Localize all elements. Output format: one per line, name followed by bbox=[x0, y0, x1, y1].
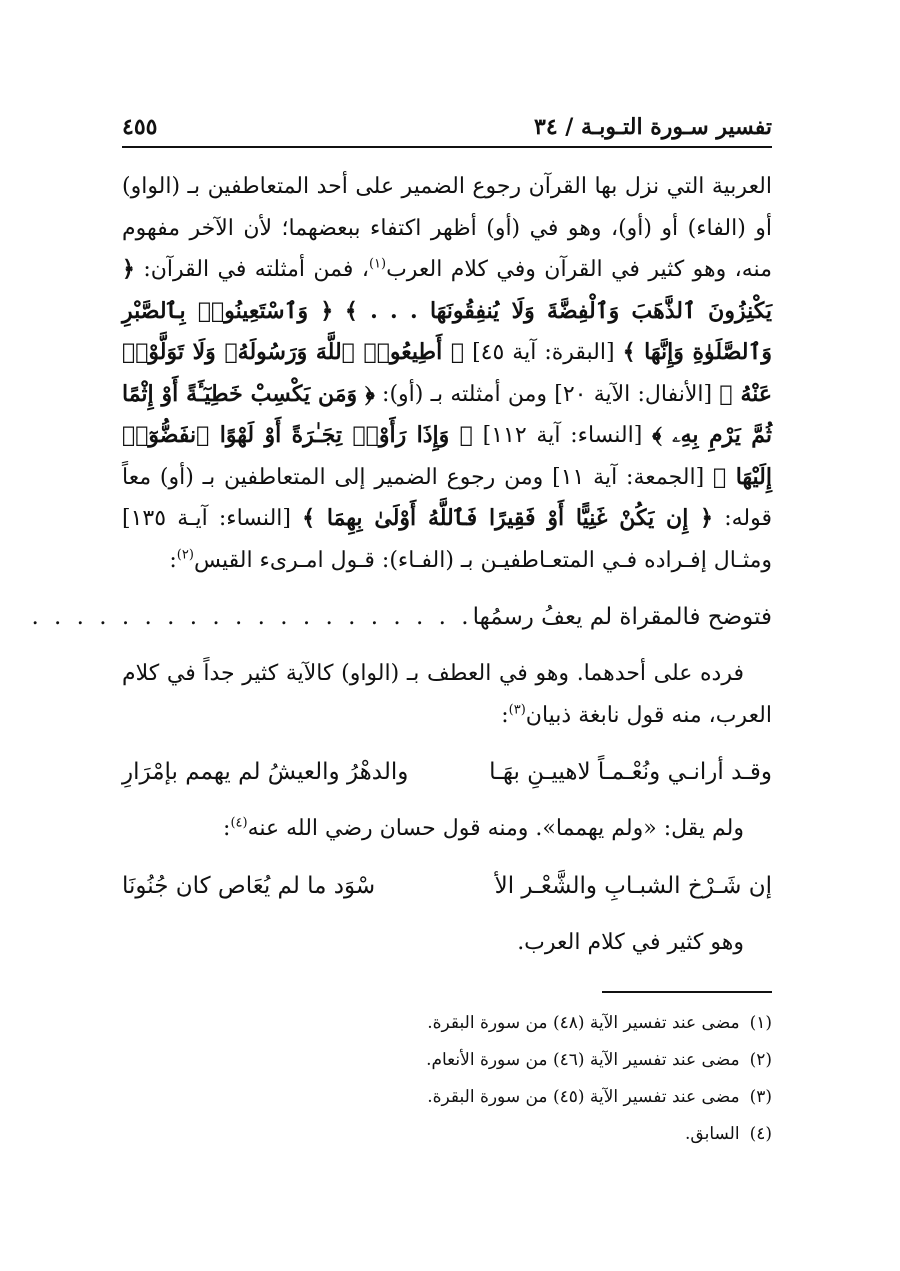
footnote-number: (٣) bbox=[749, 1087, 772, 1107]
quran-quote: ﴿ وَإِذَا رَأَوْا۟ تِجَـٰرَةً أَوْ لَهْوًا ٱنفَضُّوٓا۟ إِلَيْهَا ﴾ bbox=[122, 422, 772, 490]
book-page bbox=[31, 108, 773, 1153]
footnote-marker-1: (١) bbox=[368, 256, 387, 272]
verse-second-hemistich: والدهْرُ والعيشُ لم يهمم بإمْرَارِ bbox=[122, 759, 409, 785]
footnote-text: مضى عند تفسير الآية (٤٦) من سورة الأنعام. bbox=[426, 1050, 740, 1070]
quran-quote: ﴿ وَٱسْتَعِينُوا۟ بِٱلصَّبْرِ وَٱلصَّلَوٰةِ وَإِنَّهَا ﴾ bbox=[122, 297, 772, 365]
poetry-verse-1 bbox=[31, 595, 772, 639]
header-rule bbox=[122, 146, 772, 148]
text-run: العربية التي نزل بها القرآن رجوع الضمير على أحد المتعاطفين بـ (الواو) أو (الفاء) أو (أو)، وهو في (أو) أظهر اكتفاء ببعضهما؛ لأن الآخر مفهوم منه، وهو كثير في القرآن وفي كلام العرب bbox=[122, 174, 772, 282]
footnote-item bbox=[122, 1005, 772, 1042]
quran-quote: ﴿ يَكْنِزُونَ ٱلذَّهَبَ وَٱلْفِضَّةَ وَلَا يُنفِقُونَهَا . . . ﴾ bbox=[122, 256, 773, 324]
text-run: [النساء: آيـة ١٣٥] ومثـال إفـراده فـي المتعـاطفيـن بـ (الفـاء): قـول امـرىء القيس bbox=[122, 506, 772, 573]
footnotes bbox=[122, 1005, 772, 1153]
text-run: [الأنفال: الآية ٢٠] ومن أمثلته بـ (أو): bbox=[382, 381, 713, 407]
text-run: وهو كثير في كلام العرب. bbox=[517, 929, 744, 955]
footnote-text: مضى عند تفسير الآية (٤٨) من سورة البقرة. bbox=[427, 1013, 740, 1033]
paragraph-1 bbox=[122, 166, 772, 581]
footnote-item bbox=[122, 1079, 772, 1116]
quran-quote: ﴿ أَطِيعُوا۟ ٱللَّهَ وَرَسُولَهُۥ وَلَا تَوَلَّوْا۟ عَنْهُ ﴾ bbox=[122, 339, 772, 407]
footnote-number: (١) bbox=[749, 1013, 772, 1033]
paragraph-2 bbox=[122, 653, 772, 736]
header-title: تفسير سـورة التـوبـة / ٣٤ bbox=[534, 114, 772, 140]
verse-first-hemistich: وقـد أرانـي ونُعْـمـاً لاهييـنِ بهَـا bbox=[489, 759, 772, 785]
verse-reference: [البقرة: آية ٤٥] bbox=[472, 340, 615, 365]
page-number: ٤٥٥ bbox=[122, 114, 158, 140]
footnote-text: السابق. bbox=[685, 1124, 740, 1144]
poetry-verse-3 bbox=[122, 864, 772, 908]
text-run: : bbox=[169, 547, 177, 573]
poetry-verse-2 bbox=[122, 750, 772, 794]
text-run: فرده على أحدهما. وهو في العطف بـ (الواو) كالآية كثير جداً في كلام العرب، منه قول نابغة ذبيان bbox=[122, 661, 772, 728]
footnote-rule bbox=[602, 991, 772, 993]
verse-first-hemistich: فتوضح فالمقراة لم يعفُ رسمُها bbox=[472, 604, 772, 630]
main-text bbox=[31, 166, 773, 963]
running-header bbox=[122, 108, 772, 142]
verse-second-hemistich: . . . . . . . . . . . . . . . . . . . . bbox=[31, 604, 473, 630]
footnote-number: (٤) bbox=[749, 1124, 772, 1144]
footnote-item bbox=[122, 1042, 772, 1079]
verse-first-hemistich: إن شَـرْخ الشبـابِ والشَّعْـر الأ bbox=[494, 872, 772, 899]
footnote-number: (٢) bbox=[749, 1050, 772, 1070]
text-run: ولم يقل: «ولم يهمما». ومنه قول حسان رضي الله عنه bbox=[247, 816, 744, 841]
quran-quote: ﴿ وَمَن يَكْسِبْ خَطِيٓـَٔةً أَوْ إِثْمًا ثُمَّ يَرْمِ بِهِۦ ﴾ bbox=[122, 380, 772, 448]
footnote-text: مضى عند تفسير الآية (٤٥) من سورة البقرة. bbox=[427, 1087, 740, 1107]
footnote-marker-4: (٤) bbox=[230, 815, 248, 831]
footnote-marker-3: (٣) bbox=[508, 702, 526, 718]
paragraph-3 bbox=[122, 808, 772, 850]
verse-reference: [النساء: آية ١١٢] bbox=[482, 423, 643, 448]
text-run: : bbox=[501, 702, 509, 728]
text-run: : bbox=[223, 816, 231, 841]
paragraph-4 bbox=[122, 922, 772, 964]
text-run: ، فمن أمثلته في القرآن: bbox=[143, 257, 369, 282]
text-run: [الجمعة: آية ١١] ومن رجوع الضمير إلى المتعاطفين بـ (أو) معاً قوله: bbox=[122, 464, 773, 531]
quran-quote: ﴿ إِن يَكُنْ غَنِيًّا أَوْ فَقِيرًا فَٱللَّهُ أَوْلَىٰ بِهِمَا ﴾ bbox=[302, 505, 714, 531]
footnote-item bbox=[122, 1116, 772, 1153]
footnote-marker-2: (٢) bbox=[176, 547, 194, 563]
verse-second-hemistich: سْوَد ما لم يُعَاص كان جُنُونَا bbox=[122, 872, 376, 899]
